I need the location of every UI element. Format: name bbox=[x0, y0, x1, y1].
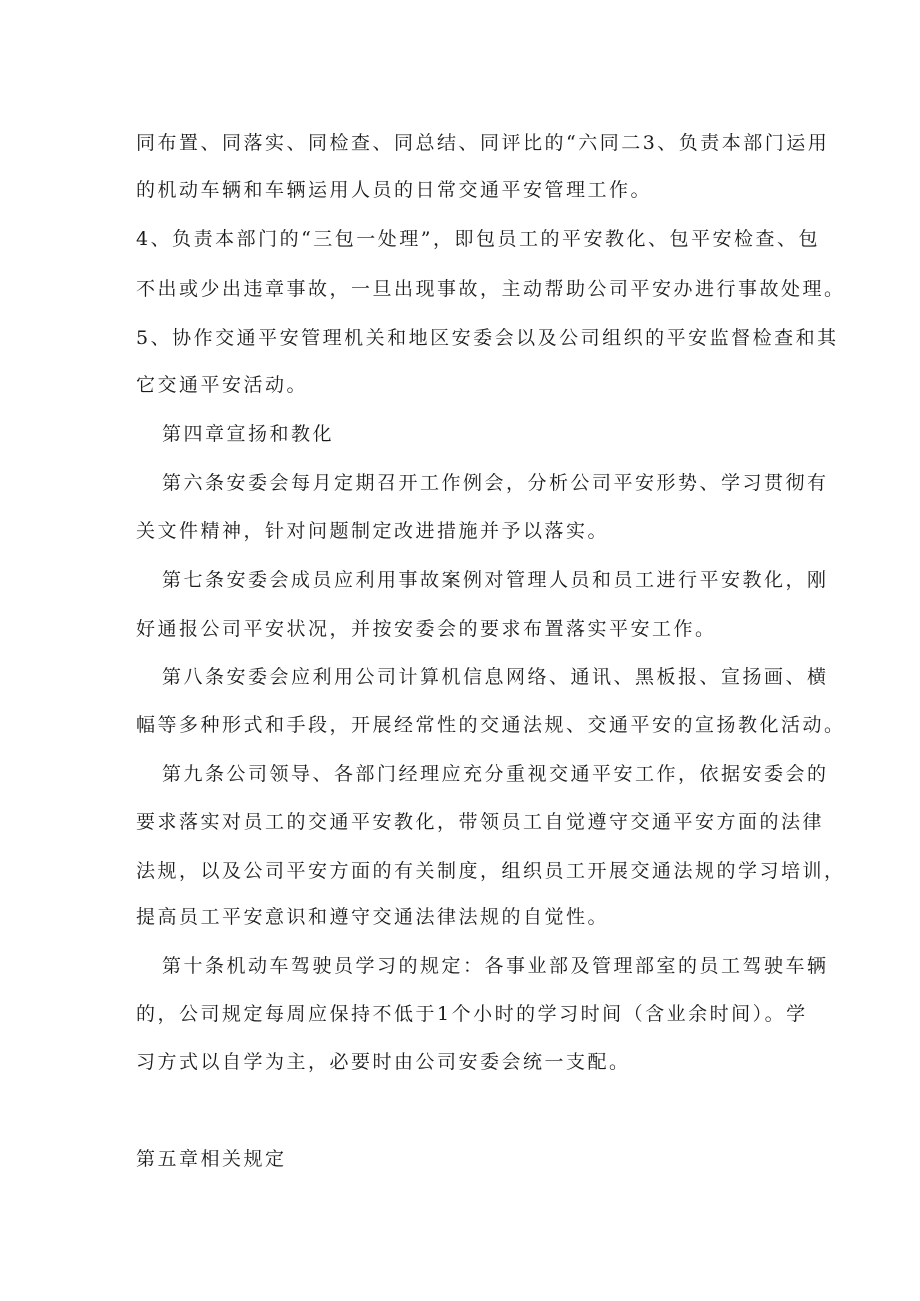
chapter-heading: 第五章相关规定 bbox=[136, 1148, 287, 1170]
text-line: 第八条安委会应利用公司计算机信息网络、通讯、黑板报、宣扬画、横 bbox=[162, 666, 829, 688]
text-line: 4、负责本部门的“三包一处理”，即包员工的平安教化、包平安检查、包 bbox=[136, 228, 821, 250]
text-line: 好通报公司平安状况，并按安委会的要求布置落实平安工作。 bbox=[136, 618, 717, 640]
text-line: 第十条机动车驾驶员学习的规定：各事业部及管理部室的员工驾驶车辆 bbox=[162, 955, 829, 977]
chapter-heading: 第四章宣扬和教化 bbox=[162, 423, 335, 445]
text-line: 要求落实对员工的交通平安教化，带领员工自觉遵守交通平安方面的法律 bbox=[136, 811, 825, 833]
text-line: 提高员工平安意识和遵守交通法律法规的自觉性。 bbox=[136, 906, 610, 928]
text-line: 同布置、同落实、同检查、同总结、同评比的“六同二3、负责本部门运用 bbox=[136, 132, 830, 154]
text-line: 不出或少出违章事故，一旦出现事故，主动帮助公司平安办进行事故处理。 bbox=[136, 278, 846, 300]
text-line: 的，公司规定每周应保持不低于1个小时的学习时间（含业余时间）。学 bbox=[136, 1003, 808, 1025]
text-line: 第九条公司领导、各部门经理应充分重视交通平安工作，依据安委会的 bbox=[162, 763, 829, 785]
text-line: 它交通平安活动。 bbox=[136, 374, 309, 396]
text-line: 关文件精神，针对问题制定改进措施并予以落实。 bbox=[136, 520, 610, 542]
text-line: 法规，以及公司平安方面的有关制度，组织员工开展交通法规的学习培训， bbox=[136, 860, 846, 882]
text-line: 的机动车辆和车辆运用人员的日常交通平安管理工作。 bbox=[136, 179, 653, 201]
text-line: 第七条安委会成员应利用事故案例对管理人员和员工进行平安教化，刚 bbox=[162, 569, 829, 591]
text-line: 习方式以自学为主，必要时由公司安委会统一支配。 bbox=[136, 1051, 631, 1073]
text-line: 幅等多种形式和手段，开展经常性的交通法规、交通平安的宣扬教化活动。 bbox=[136, 714, 846, 736]
text-line: 第六条安委会每月定期召开工作例会，分析公司平安形势、学习贯彻有 bbox=[162, 472, 829, 494]
text-line: 5、协作交通平安管理机关和地区安委会以及公司组织的平安监督检查和其 bbox=[136, 327, 839, 349]
